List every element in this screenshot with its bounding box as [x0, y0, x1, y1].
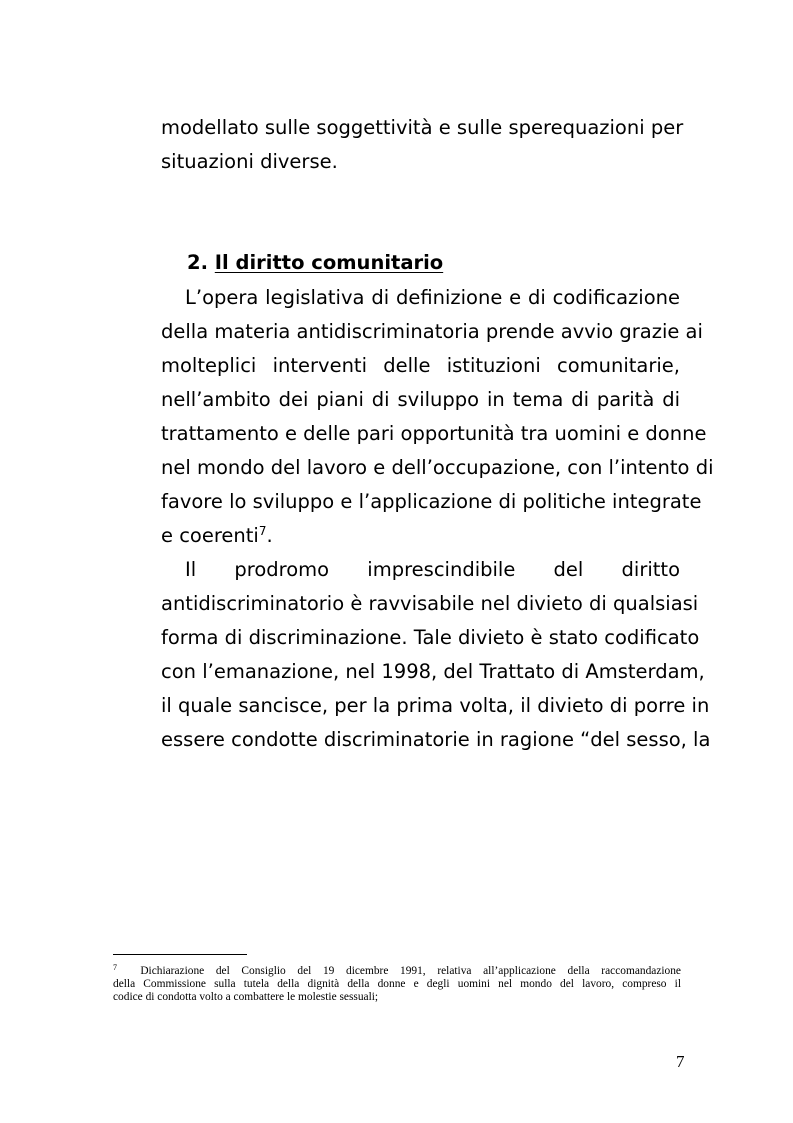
footnote-reference[interactable]: 7 [258, 524, 267, 538]
section-heading [187, 246, 443, 280]
text-line: nell’ambito dei piani di sviluppo in tema di parità di [161, 388, 680, 411]
footnote-line: della Commissione sulla tutela della dignità della donne e degli uomini nel mondo del lavoro, compreso il [113, 978, 681, 990]
text-line: L’opera legislativa di definizione e di codificazione [185, 286, 680, 309]
text-line: nel mondo del lavoro e dell’occupazione, con l’intento di [161, 456, 714, 479]
footnote-marker: 7 [113, 963, 117, 972]
text-line: favore lo sviluppo e l’applicazione di politiche integrate [161, 490, 702, 513]
text-line [161, 519, 680, 553]
text-line: il quale sancisce, per la prima volta, il divieto di porre in [161, 694, 710, 717]
text-line: forma di discriminazione. Tale divieto è stato codificato [161, 626, 700, 649]
text-line: essere condotte discriminatorie in ragione “del sesso, la [161, 728, 711, 751]
footnote-line: codice di condotta volto a combattere le molestie sessuali; [113, 991, 379, 1003]
text-line: trattamento e delle pari opportunità tra uomini e donne [161, 422, 707, 445]
text-line: Il prodromo imprescindibile del diritto [185, 558, 680, 581]
text-line: molteplici interventi delle istituzioni comunitarie, [161, 354, 680, 377]
text-fragment: . [266, 524, 273, 547]
footnote-line [113, 965, 681, 979]
text-line: situazioni diverse. [161, 150, 338, 173]
text-fragment: e coerenti [161, 524, 259, 547]
footnote-separator [113, 954, 247, 955]
text-line: con l’emanazione, nel 1998, del Trattato di Amsterdam, [161, 660, 705, 683]
text-line: modellato sulle soggettività e sulle sperequazioni per [161, 116, 684, 139]
text-fragment: Dichiarazione del Consiglio del 19 dicembre 1991, relativa all’applicazione della raccomandazione [140, 965, 681, 977]
text-line: antidiscriminatorio è ravvisabile nel divieto di qualsiasi [161, 592, 699, 615]
section-title: Il diritto comunitario [214, 251, 444, 274]
section-number: 2. [187, 251, 208, 274]
page-number: 7 [676, 1052, 685, 1071]
text-line: della materia antidiscriminatoria prende avvio grazie ai [161, 320, 703, 343]
